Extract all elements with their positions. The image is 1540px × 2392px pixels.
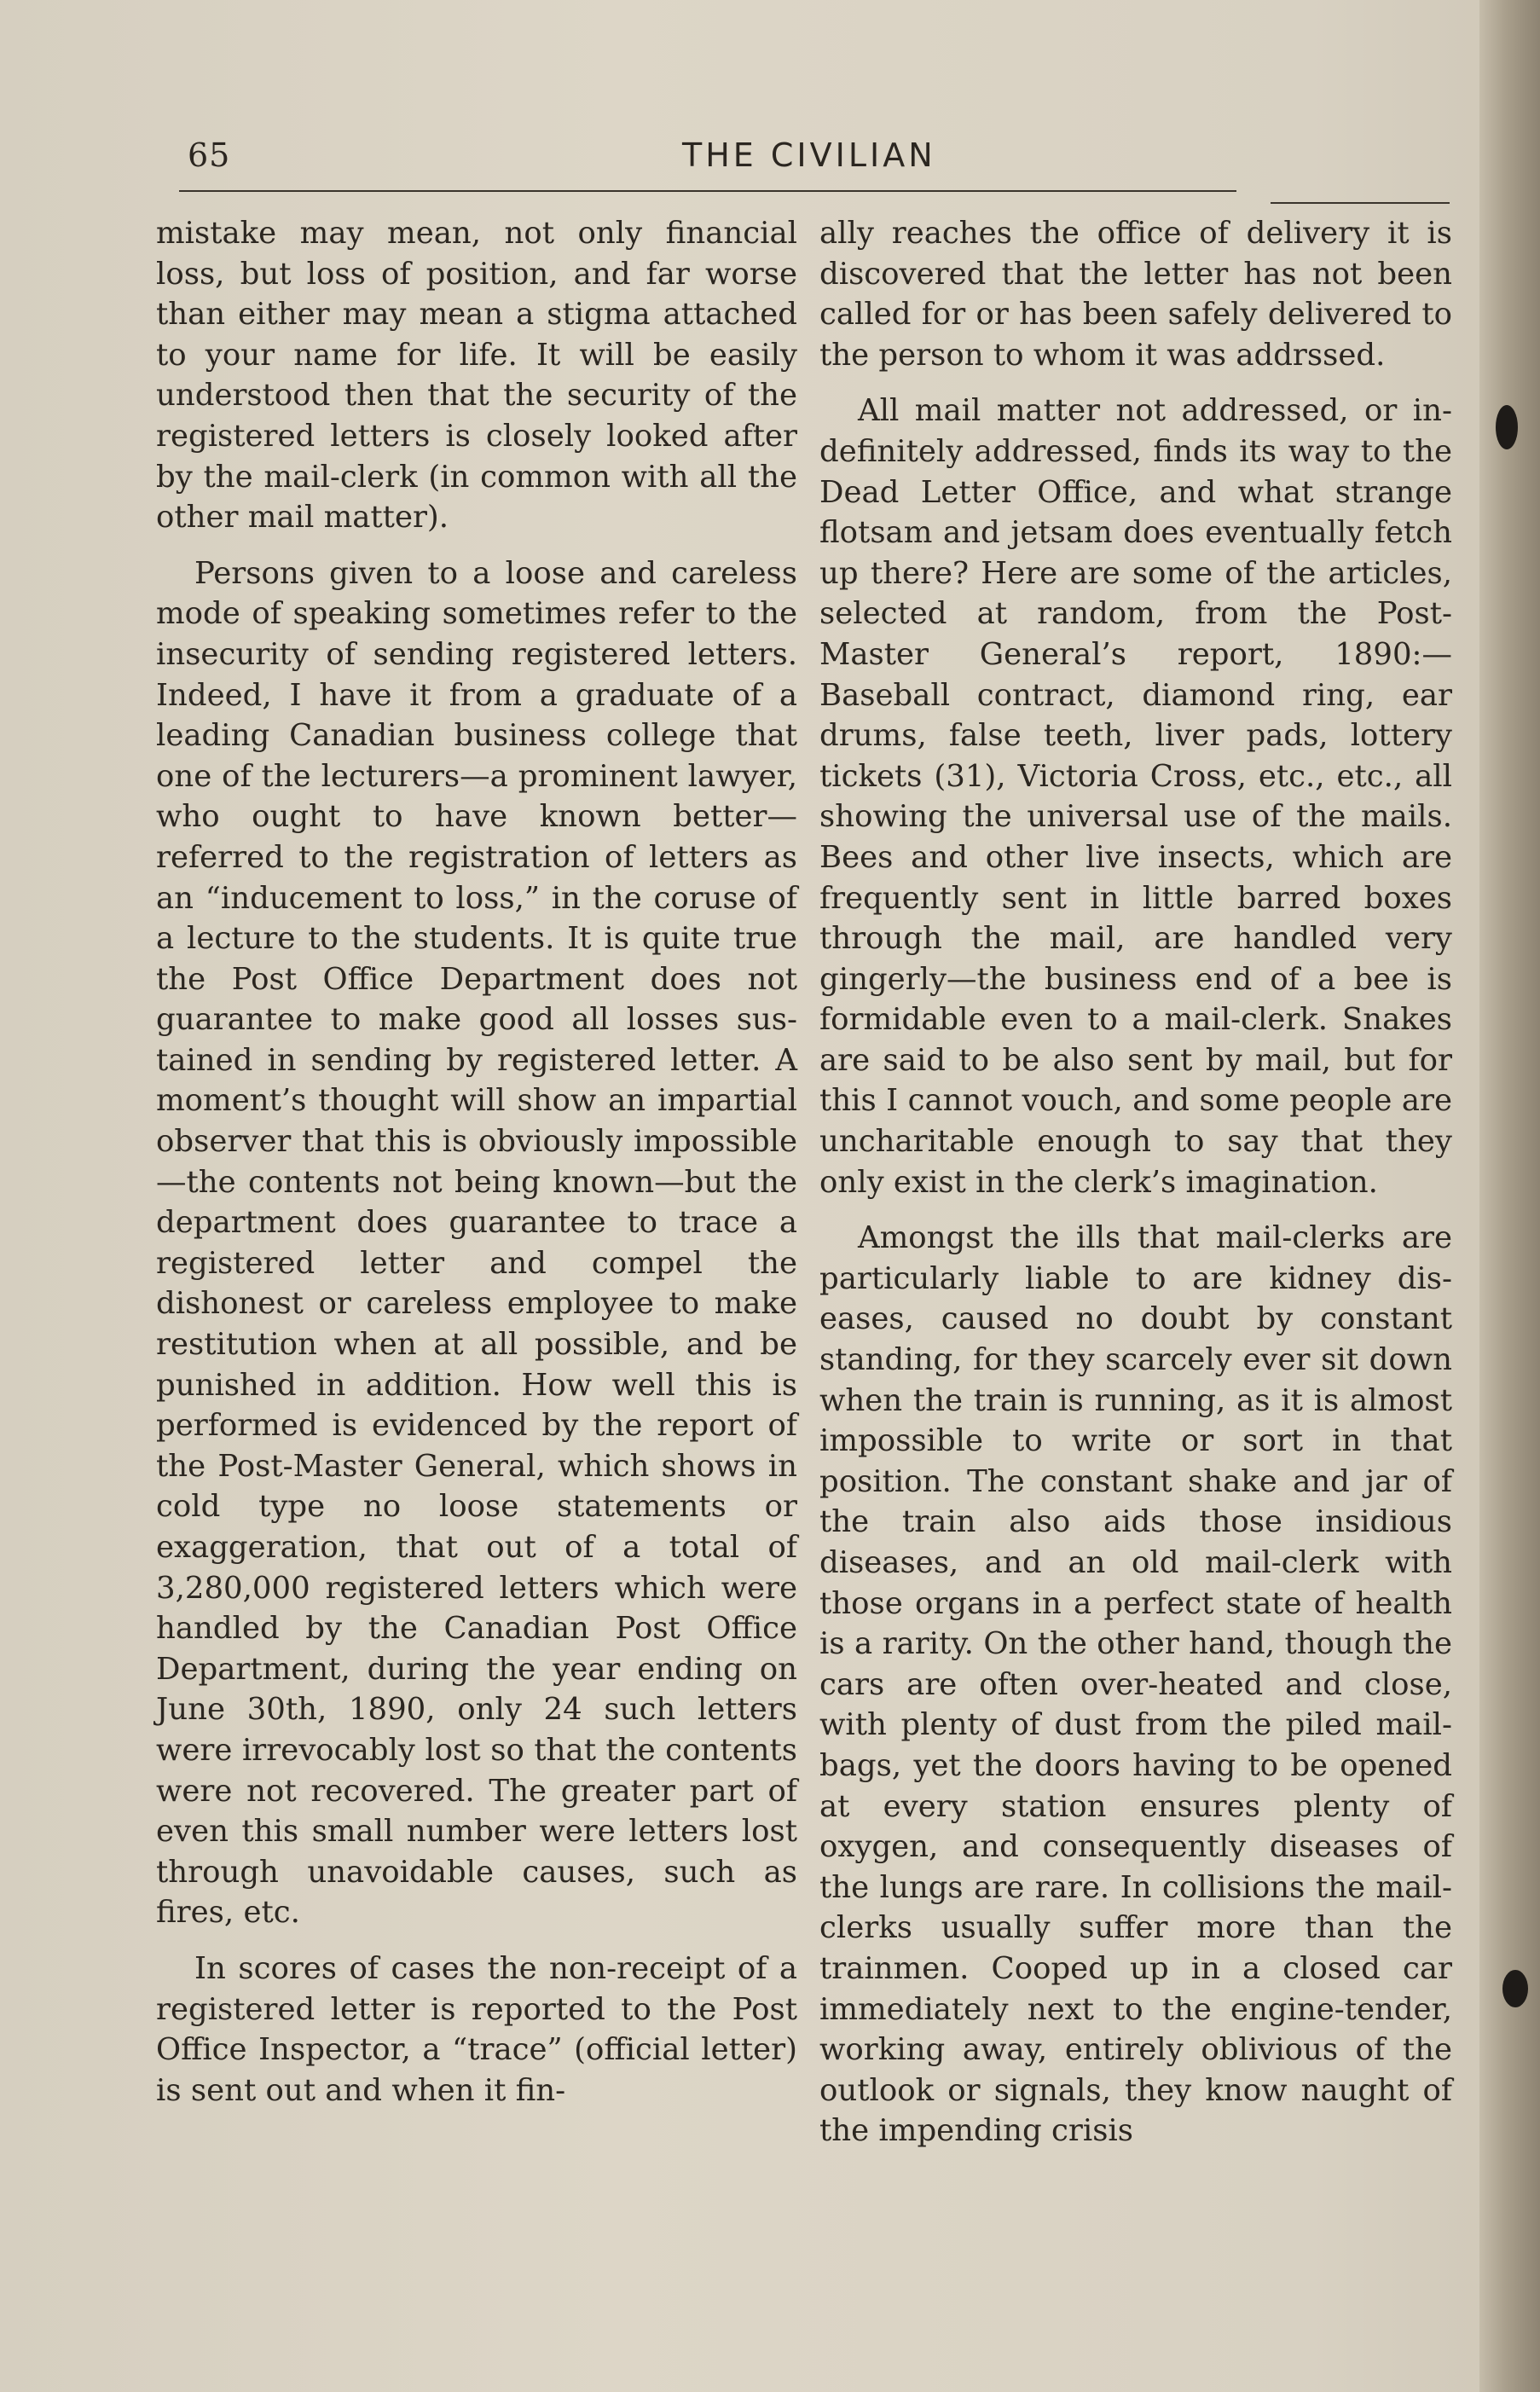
header-rule-short — [1271, 202, 1450, 204]
paragraph: In scores of cases the non-receipt of a registered letter is reported to the Post Office Inspector, a “trace” (official letter) is sent out and when it fin- — [156, 1950, 797, 2108]
paragraph: Persons given to a loose and careless mode of speaking sometimes refer to the insecurity of sending registered letters. Indeed, I have it from a graduate of a leading Canadian business college that one of the lecturers—a prominent lawyer, who ought to have known better—referred to the registration of letters as an “inducement to loss,” in the coruse of a lecture to the students. It is quite true the Post Office Department does not guarantee to make good all losses sustained in sending by registered letter. A moment’s thought will show an impartial observer that this is obviously impossible—the contents not being known—but the department does guarantee to trace a registered letter and compel the dishonest or careless employee to make restitution when at all possible, and be punished in addition. How well this is performed is evidenced by the report of the Post-Master General, which shows in cold type no loose statements or exaggeration, that out of a total of 3,280,000 registered letters which were handled by the Canadian Post Office Department, during the year ending on June 30th, 1890, only 24 such letters were irrevocably lost so that the contents were not recovered. The greater part of even this small number were letters lost through unavoidable causes, such as fires, etc. — [156, 555, 797, 1931]
running-title: THE CIVILIAN — [682, 136, 936, 174]
header-rule — [179, 190, 1236, 192]
paragraph: mistake may mean, not only financial loss, but loss of position, and far worse than either may mean a stigma attached to your name for life. It will be easily understood then that the security of the registered letters is closely looked after by the mail-clerk (in common with all the other mail matter). — [156, 216, 797, 536]
page-number: 65 — [188, 136, 231, 174]
binding-hole-bottom — [1502, 1970, 1528, 2007]
binding-hole-top — [1496, 405, 1518, 449]
paragraph: Amongst the ills that mail-clerks are particularly liable to are kidney diseases, caused no doubt by constant standing, for they scarcely ever sit down when the train is running, as it is almost impossible to write or sort in that position. The constant shake and jar of the train also aids those insidious diseases, and an old mail-clerk with those organs in a perfect state of health is a rarity. On the other hand, though the cars are often over-heated and close, with plenty of dust from the piled mail-bags, yet the doors having to be opened at every station ensures plenty of oxygen, and consequently diseases of the lungs are rare. In collisions the mail-clerks usually suffer more than the trainmen. Cooped up in a closed car immediately next to the engine-tender, working away, entirely oblivious of the outlook or signals, they know naught of the impending crisis — [819, 1220, 1452, 2149]
paragraph: ally reaches the office of delivery it is discovered that the letter has not been called for or has been safely delivered to the person to whom it was addrssed. — [819, 216, 1452, 373]
right-column — [819, 213, 1452, 2152]
left-column — [156, 213, 797, 2111]
book-spine-edge — [1479, 0, 1540, 2392]
page-header — [188, 136, 1458, 188]
paragraph: All mail matter not addressed, or indefinitely addressed, finds its way to the Dead Letter Office, and what strange flotsam and jetsam does eventually fetch up there? Here are some of the articles, selected at random, from the Post-Master General’s report, 1890:—Baseball contract, diamond ring, ear drums, false teeth, liver pads, lottery tickets (31), Victoria Cross, etc., etc., all showing the universal use of the mails. Bees and other live insects, which are frequently sent in little barred boxes through the mail, are handled very gingerly—the business end of a bee is formidable even to a mail-clerk. Snakes are said to be also sent by mail, but for this I cannot vouch, and some people are uncharitable enough to say that they only exist in the clerk’s imagination. — [819, 393, 1452, 1200]
